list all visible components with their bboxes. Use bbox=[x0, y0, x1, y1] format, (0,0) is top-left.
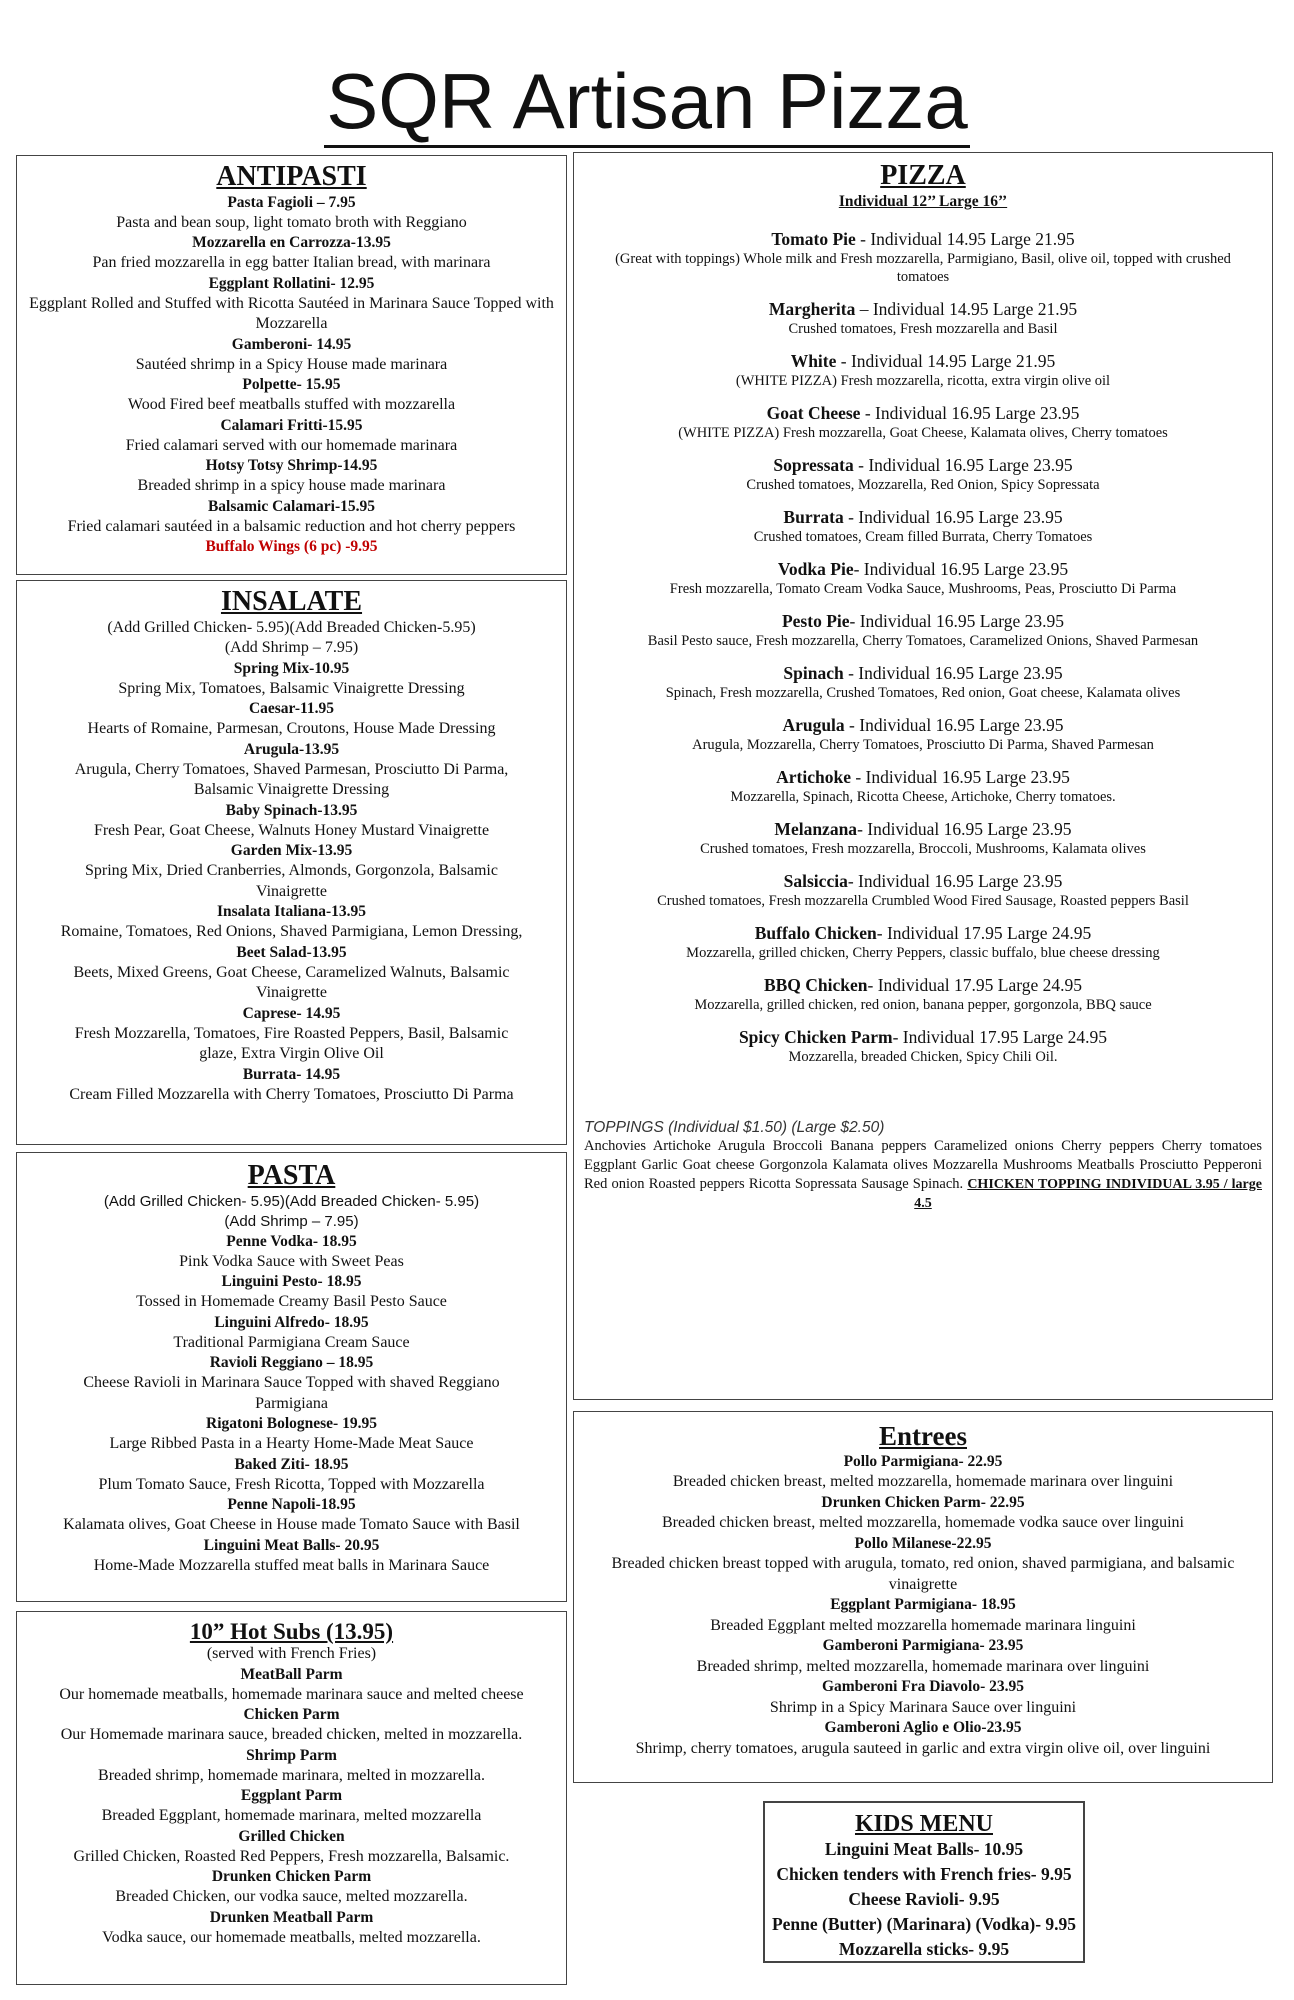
pizza-item bbox=[574, 714, 1272, 754]
menu-item-desc: Fresh Mozzarella, Tomatoes, Fire Roasted Peppers, Basil, Balsamic glaze, Extra Virgin Olive Oil bbox=[74, 1024, 509, 1063]
menu-item-name: Balsamic Calamari-15.95 bbox=[207, 497, 376, 515]
pizza-prices: - Individual 16.95 Large 23.95 bbox=[849, 610, 1065, 631]
menu-item-desc: Breaded Eggplant, homemade marinara, melted mozzarella bbox=[101, 1807, 482, 1825]
menu-item-desc: Sautéed shrimp in a Spicy House made marinara bbox=[135, 355, 448, 373]
pizza-desc: Mozzarella, grilled chicken, red onion, banana pepper, gorgonzola, BBQ sauce bbox=[694, 996, 1152, 1013]
menu-item-name: Pollo Milanese-22.95 bbox=[854, 1534, 992, 1552]
pizza-item bbox=[574, 558, 1272, 598]
menu-item-name: Baby Spinach-13.95 bbox=[225, 801, 358, 819]
menu-item-name: Caprese- 14.95 bbox=[242, 1004, 341, 1022]
menu-item-desc: Breaded chicken breast, melted mozzarella, homemade marinara over linguini bbox=[672, 1473, 1174, 1491]
subs-note: (served with French Fries) bbox=[206, 1645, 377, 1663]
pizza-desc: Crushed tomatoes, Fresh mozzarella and Basil bbox=[788, 320, 1058, 337]
addon-note: (Add Grilled Chicken- 5.95)(Add Breaded Chicken-5.95) bbox=[107, 618, 476, 636]
pizza-name: Sopressata bbox=[773, 454, 854, 475]
pizza-prices: - Individual 16.95 Large 23.95 bbox=[843, 506, 1063, 527]
menu-item-name: Calamari Fritti-15.95 bbox=[220, 416, 363, 434]
kids-list bbox=[765, 1837, 1083, 1962]
pizza-prices: - Individual 16.95 Large 23.95 bbox=[843, 662, 1063, 683]
menu-item-name: Gamberoni Parmigiana- 23.95 bbox=[822, 1637, 1024, 1655]
pizza-item bbox=[574, 818, 1272, 858]
pizza-item bbox=[574, 350, 1272, 390]
pizza-item bbox=[574, 766, 1272, 806]
menu-item-name: Shrimp Parm bbox=[246, 1746, 337, 1764]
addon-note: (Add Grilled Chicken- 5.95)(Add Breaded Chicken- 5.95) bbox=[103, 1192, 480, 1210]
pizza-prices: - Individual 14.95 Large 21.95 bbox=[836, 350, 1056, 371]
pizza-desc: Crushed tomatoes, Mozzarella, Red Onion, Spicy Sopressata bbox=[746, 476, 1100, 493]
pizza-name: Goat Cheese bbox=[766, 402, 861, 423]
menu-item-desc: Hearts of Romaine, Parmesan, Croutons, House Made Dressing bbox=[87, 720, 496, 738]
pizza-desc: (Great with toppings) Whole milk and Fresh mozzarella, Parmigiano, Basil, olive oil, topped with crushed tomatoes bbox=[615, 250, 1231, 285]
menu-item-name: Ravioli Reggiano – 18.95 bbox=[209, 1354, 374, 1372]
kids-item: Penne (Butter) (Marinara) (Vodka)- 9.95 bbox=[771, 1914, 1077, 1935]
insalate-section bbox=[16, 580, 567, 1145]
kids-item: Mozzarella sticks- 9.95 bbox=[838, 1939, 1010, 1960]
kids-heading: KIDS MENU bbox=[854, 1811, 993, 1837]
pizza-sizes: Individual 12’’ Large 16’’ bbox=[838, 192, 1008, 210]
menu-item-desc: Our Homemade marinara sauce, breaded chicken, melted in mozzarella. bbox=[60, 1726, 523, 1744]
pizza-prices: – Individual 14.95 Large 21.95 bbox=[855, 298, 1078, 319]
hot-subs-heading: 10” Hot Subs (13.95) bbox=[189, 1619, 394, 1644]
pizza-prices: - Individual 16.95 Large 23.95 bbox=[857, 818, 1072, 839]
menu-item-desc: Breaded Chicken, our vodka sauce, melted mozzarella. bbox=[115, 1888, 468, 1906]
pizza-desc: Mozzarella, grilled chicken, Cherry Peppers, classic buffalo, blue cheese dressing bbox=[686, 944, 1160, 961]
pizza-name: Pesto Pie bbox=[781, 610, 850, 631]
menu-item-desc: Tossed in Homemade Creamy Basil Pesto Sauce bbox=[136, 1293, 447, 1311]
pizza-prices: - Individual 16.95 Large 23.95 bbox=[847, 870, 1063, 891]
special-item: Buffalo Wings (6 pc) -9.95 bbox=[205, 538, 378, 556]
menu-item-desc: Breaded shrimp, melted mozzarella, homemade marinara over linguini bbox=[696, 1657, 1150, 1675]
pizza-name: Melanzana bbox=[774, 818, 858, 839]
menu-item-desc: Breaded shrimp in a spicy house made marinara bbox=[137, 477, 446, 495]
menu-item-desc: Fried calamari sautéed in a balsamic reduction and hot cherry peppers bbox=[67, 517, 516, 535]
pizza-section bbox=[573, 152, 1273, 1400]
pizza-name: Artichoke bbox=[776, 766, 851, 787]
pizza-item bbox=[574, 402, 1272, 442]
pizza-name: Burrata bbox=[783, 506, 844, 527]
chicken-topping-note: CHICKEN TOPPING INDIVIDUAL 3.95 / large 4.5 bbox=[914, 1176, 1262, 1211]
hot-subs-section bbox=[16, 1611, 567, 1985]
pizza-desc: Spinach, Fresh mozzarella, Crushed Tomatoes, Red onion, Goat cheese, Kalamata olives bbox=[665, 684, 1181, 701]
pizza-item bbox=[574, 870, 1272, 910]
pizza-item bbox=[574, 974, 1272, 1014]
pasta-list bbox=[17, 1232, 566, 1577]
pizza-prices: - Individual 14.95 Large 21.95 bbox=[855, 228, 1075, 249]
menu-item-name: Rigatoni Bolognese- 19.95 bbox=[206, 1415, 377, 1433]
pizza-prices: - Individual 17.95 Large 24.95 bbox=[892, 1026, 1108, 1047]
pizza-prices: - Individual 16.95 Large 23.95 bbox=[853, 558, 1069, 579]
entrees-heading: Entrees bbox=[879, 1421, 967, 1451]
menu-item-desc: Cheese Ravioli in Marinara Sauce Topped with shaved Reggiano Parmigiana bbox=[83, 1374, 500, 1412]
menu-item-name: Polpette- 15.95 bbox=[242, 376, 341, 394]
menu-item-desc: Pan fried mozzarella in egg batter Italian bread, with marinara bbox=[92, 254, 491, 272]
menu-item-desc: Shrimp in a Spicy Marinara Sauce over linguini bbox=[769, 1698, 1077, 1716]
menu-item-desc: Cream Filled Mozzarella with Cherry Tomatoes, Prosciutto Di Parma bbox=[69, 1085, 514, 1103]
menu-item-desc: Large Ribbed Pasta in a Hearty Home-Made Meat Sauce bbox=[109, 1435, 474, 1453]
menu-item-desc: Home-Made Mozzarella stuffed meat balls in Marinara Sauce bbox=[93, 1556, 490, 1574]
kids-item: Cheese Ravioli- 9.95 bbox=[848, 1889, 1000, 1910]
antipasti-section bbox=[16, 155, 567, 575]
menu-item-desc: Breaded shrimp, homemade marinara, melted in mozzarella. bbox=[98, 1766, 485, 1784]
menu-item-name: Penne Vodka- 18.95 bbox=[226, 1232, 357, 1250]
pizza-prices: - Individual 16.95 Large 23.95 bbox=[850, 766, 1070, 787]
pizza-prices: - Individual 16.95 Large 23.95 bbox=[844, 714, 1064, 735]
menu-item-name: Eggplant Parmigiana- 18.95 bbox=[830, 1596, 1016, 1614]
pizza-item bbox=[574, 506, 1272, 546]
pizza-list bbox=[574, 228, 1272, 1066]
pizza-item bbox=[574, 1026, 1272, 1066]
toppings-block bbox=[574, 1118, 1272, 1213]
menu-item-name: Spring Mix-10.95 bbox=[233, 659, 350, 677]
pizza-desc: Fresh mozzarella, Tomato Cream Vodka Sauce, Mushrooms, Peas, Prosciutto Di Parma bbox=[669, 580, 1177, 597]
menu-item-desc: Plum Tomato Sauce, Fresh Ricotta, Topped with Mozzarella bbox=[98, 1475, 485, 1493]
menu-item-name: Eggplant Rollatini- 12.95 bbox=[208, 274, 375, 292]
menu-item-desc: Breaded chicken breast, melted mozzarella, homemade vodka sauce over linguini bbox=[661, 1514, 1184, 1532]
pizza-desc: Crushed tomatoes, Fresh mozzarella, Broccoli, Mushrooms, Kalamata olives bbox=[700, 840, 1146, 857]
menu-item-name: Arugula-13.95 bbox=[243, 740, 340, 758]
pizza-name: Tomato Pie bbox=[771, 228, 856, 249]
menu-item-desc: Breaded chicken breast topped with arugula, tomato, red onion, shaved parmigiana, and balsamic vinaigrette bbox=[611, 1555, 1235, 1593]
menu-item-desc: Spring Mix, Tomatoes, Balsamic Vinaigrette Dressing bbox=[118, 679, 465, 697]
pizza-prices: - Individual 17.95 Large 24.95 bbox=[876, 922, 1092, 943]
pizza-prices: - Individual 17.95 Large 24.95 bbox=[867, 974, 1083, 995]
pizza-desc: Mozzarella, breaded Chicken, Spicy Chili Oil. bbox=[788, 1048, 1058, 1065]
menu-item-desc: Romaine, Tomatoes, Red Onions, Shaved Parmigiana, Lemon Dressing, bbox=[60, 923, 523, 941]
menu-item-name: MeatBall Parm bbox=[240, 1665, 343, 1683]
antipasti-heading: ANTIPASTI bbox=[216, 161, 367, 192]
menu-item-name: Eggplant Parm bbox=[240, 1787, 343, 1805]
menu-item-desc: Beets, Mixed Greens, Goat Cheese, Caramelized Walnuts, Balsamic Vinaigrette bbox=[73, 963, 510, 1002]
pizza-name: BBQ Chicken bbox=[763, 974, 868, 995]
menu-item-name: Drunken Chicken Parm- 22.95 bbox=[821, 1493, 1025, 1511]
pizza-name: Vodka Pie bbox=[777, 558, 854, 579]
entrees-list bbox=[574, 1452, 1272, 1760]
pizza-name: White bbox=[790, 350, 837, 371]
menu-item-desc: Our homemade meatballs, homemade marinara sauce and melted cheese bbox=[59, 1685, 524, 1703]
menu-title: SQR Artisan Pizza bbox=[0, 62, 1294, 140]
pizza-desc: Mozzarella, Spinach, Ricotta Cheese, Artichoke, Cherry tomatoes. bbox=[730, 788, 1116, 805]
menu-item-desc: Traditional Parmigiana Cream Sauce bbox=[173, 1333, 410, 1351]
toppings-list bbox=[584, 1137, 1262, 1213]
menu-item-desc: Fresh Pear, Goat Cheese, Walnuts Honey Mustard Vinaigrette bbox=[93, 821, 490, 839]
menu-item-desc: Breaded Eggplant melted mozzarella homemade marinara linguini bbox=[710, 1616, 1136, 1634]
menu-item-name: Grilled Chicken bbox=[238, 1827, 345, 1845]
pizza-prices: - Individual 16.95 Large 23.95 bbox=[853, 454, 1073, 475]
pizza-heading: PIZZA bbox=[880, 160, 966, 191]
menu-item-desc: Pink Vodka Sauce with Sweet Peas bbox=[179, 1252, 404, 1270]
menu-item-desc: Kalamata olives, Goat Cheese in House made Tomato Sauce with Basil bbox=[63, 1516, 520, 1534]
menu-item-name: Drunken Meatball Parm bbox=[209, 1908, 374, 1926]
pizza-desc: (WHITE PIZZA) Fresh mozzarella, ricotta, extra virgin olive oil bbox=[735, 372, 1111, 389]
pizza-item bbox=[574, 610, 1272, 650]
menu-item-name: Hotsy Totsy Shrimp-14.95 bbox=[205, 457, 378, 475]
kids-item: Linguini Meat Balls- 10.95 bbox=[824, 1839, 1024, 1860]
pizza-item bbox=[574, 454, 1272, 494]
pizza-desc: Basil Pesto sauce, Fresh mozzarella, Cherry Tomatoes, Caramelized Onions, Shaved Parmesan bbox=[647, 632, 1199, 649]
pasta-section bbox=[16, 1152, 567, 1602]
menu-item-name: Penne Napoli-18.95 bbox=[227, 1496, 356, 1514]
pizza-desc: Arugula, Mozzarella, Cherry Tomatoes, Prosciutto Di Parma, Shaved Parmesan bbox=[692, 736, 1154, 753]
menu-item-desc: Fried calamari served with our homemade marinara bbox=[125, 436, 458, 454]
menu-item-name: Insalata Italiana-13.95 bbox=[217, 903, 366, 921]
menu-item-name: Drunken Chicken Parm bbox=[211, 1868, 372, 1886]
antipasti-list bbox=[17, 193, 566, 558]
toppings-label: TOPPINGS (Individual $1.50) (Large $2.50) bbox=[584, 1118, 885, 1136]
pizza-name: Spinach bbox=[783, 662, 844, 683]
entrees-section bbox=[573, 1411, 1273, 1783]
menu-item-desc: Vodka sauce, our homemade meatballs, melted mozzarella. bbox=[102, 1928, 481, 1946]
menu-item-name: Mozzarella en Carrozza-13.95 bbox=[192, 234, 391, 252]
kids-menu-section bbox=[763, 1801, 1085, 1963]
subs-list bbox=[17, 1665, 566, 1949]
pizza-name: Margherita bbox=[768, 298, 856, 319]
pizza-prices: - Individual 16.95 Large 23.95 bbox=[860, 402, 1080, 423]
pizza-item bbox=[574, 298, 1272, 338]
menu-item-desc: Shrimp, cherry tomatoes, arugula sauteed in garlic and extra virgin olive oil, over linguini bbox=[635, 1739, 1211, 1757]
pizza-item bbox=[574, 922, 1272, 962]
menu-item-name: Linguini Pesto- 18.95 bbox=[221, 1273, 362, 1291]
pizza-desc: Crushed tomatoes, Cream filled Burrata, Cherry Tomatoes bbox=[753, 528, 1093, 545]
menu-item-desc: Arugula, Cherry Tomatoes, Shaved Parmesan, Prosciutto Di Parma, Balsamic Vinaigrette Dressing bbox=[74, 760, 509, 799]
menu-item-name: Garden Mix-13.95 bbox=[230, 842, 353, 860]
pizza-item bbox=[574, 228, 1272, 286]
menu-item-name: Gamberoni- 14.95 bbox=[231, 335, 352, 353]
pizza-desc: (WHITE PIZZA) Fresh mozzarella, Goat Cheese, Kalamata olives, Cherry tomatoes bbox=[678, 424, 1168, 441]
insalate-heading: INSALATE bbox=[220, 586, 363, 617]
addon-note: (Add Shrimp – 7.95) bbox=[224, 1212, 359, 1230]
pizza-name: Buffalo Chicken bbox=[754, 922, 877, 943]
toppings-items: Anchovies Artichoke Arugula Broccoli Banana peppers Caramelized onions Cherry peppers Cherry tomatoes Eggplant Garlic Goat cheese Gorgonzola Kalamata olives Mozzarella Mushrooms Meatballs Prosciutto Pepperoni Red onion Roasted peppers Ricotta Sopressata Sausage Spinach. bbox=[584, 1137, 1262, 1192]
pizza-name: Spicy Chicken Parm bbox=[738, 1026, 893, 1047]
menu-item-name: Gamberoni Fra Diavolo- 23.95 bbox=[821, 1678, 1025, 1696]
menu-item-name: Pollo Parmigiana- 22.95 bbox=[843, 1452, 1003, 1470]
menu-item-name: Burrata- 14.95 bbox=[242, 1065, 341, 1083]
menu-item-name: Beet Salad-13.95 bbox=[236, 943, 347, 961]
kids-item: Chicken tenders with French fries- 9.95 bbox=[776, 1864, 1072, 1885]
insalate-list bbox=[17, 659, 566, 1106]
menu-item-name: Linguini Meat Balls- 20.95 bbox=[203, 1536, 380, 1554]
menu-item-name: Linguini Alfredo- 18.95 bbox=[214, 1313, 369, 1331]
menu-item-desc: Spring Mix, Dried Cranberries, Almonds, Gorgonzola, Balsamic Vinaigrette bbox=[85, 862, 498, 900]
menu-item-desc: Grilled Chicken, Roasted Red Peppers, Fresh mozzarella, Balsamic. bbox=[73, 1847, 510, 1865]
pizza-item bbox=[574, 662, 1272, 702]
menu-item-name: Gamberoni Aglio e Olio-23.95 bbox=[824, 1719, 1022, 1737]
menu-item-desc: Wood Fired beef meatballs stuffed with mozzarella bbox=[127, 396, 456, 414]
pizza-name: Salsiccia bbox=[783, 870, 848, 891]
pizza-name: Arugula bbox=[782, 714, 845, 735]
menu-item-desc: Pasta and bean soup, light tomato broth with Reggiano bbox=[116, 213, 467, 231]
menu-item-name: Chicken Parm bbox=[243, 1706, 340, 1724]
menu-item-desc: Eggplant Rolled and Stuffed with Ricotta Sautéed in Marinara Sauce Topped with Mozzarella bbox=[29, 294, 554, 333]
menu-item-name: Caesar-11.95 bbox=[248, 700, 335, 718]
menu-item-name: Baked Ziti- 18.95 bbox=[234, 1455, 349, 1473]
menu-item-name: Pasta Fagioli – 7.95 bbox=[227, 193, 356, 211]
pizza-desc: Crushed tomatoes, Fresh mozzarella Crumbled Wood Fired Sausage, Roasted peppers Basil bbox=[657, 892, 1189, 909]
addon-note: (Add Shrimp – 7.95) bbox=[224, 639, 359, 657]
pasta-heading: PASTA bbox=[247, 1160, 336, 1191]
